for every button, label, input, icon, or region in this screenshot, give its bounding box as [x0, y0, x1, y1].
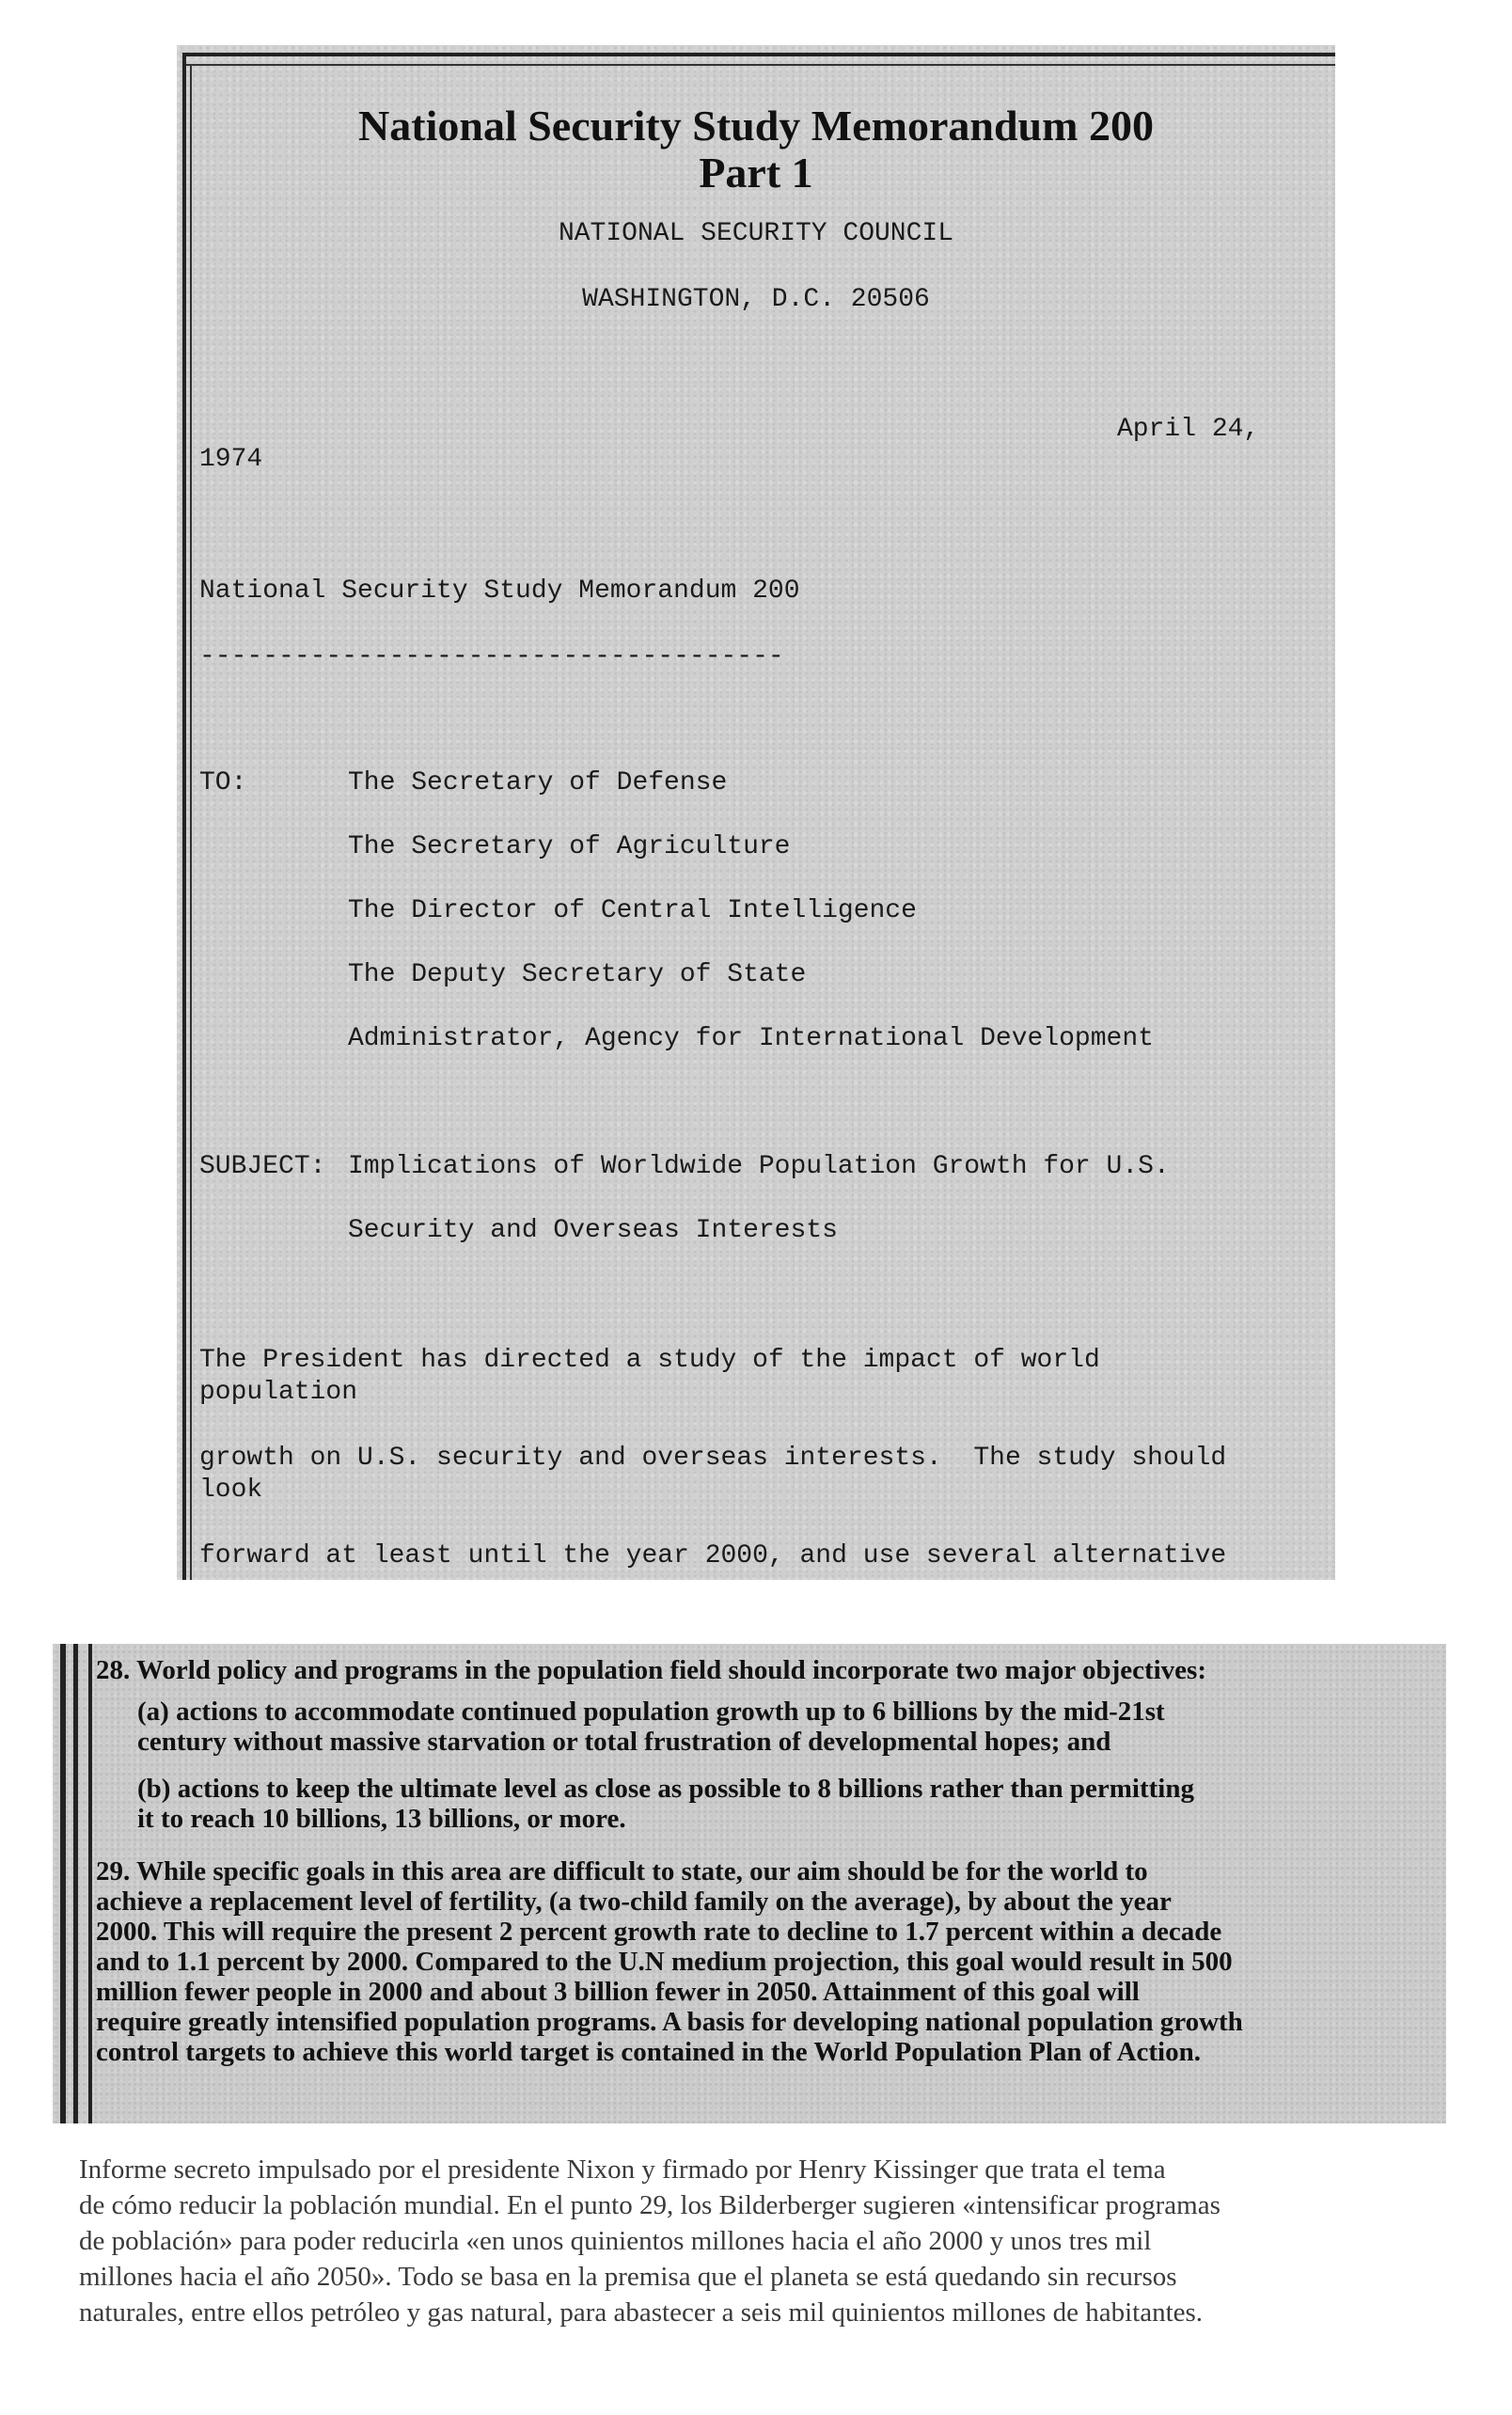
excerpt-line: require greatly intensified population programs. A basis for developing national population growth	[96, 2007, 1243, 2037]
body-line: growth on U.S. security and overseas interests. The study should	[199, 1444, 1227, 1473]
figure-caption	[79, 2152, 1452, 2330]
to-label: TO:	[199, 768, 247, 797]
recipient: The Deputy Secretary of State	[348, 960, 807, 989]
body-line: population	[199, 1378, 358, 1407]
memo-heading: National Security Study Memorandum 200	[199, 576, 800, 606]
excerpt-line: control targets to achieve this world target is contained in the World Population Plan of Action.	[96, 2037, 1201, 2067]
body-line: look	[199, 1476, 263, 1505]
excerpt-line: (a) actions to accommodate continued population growth up to 6 billions by the mid-21st	[137, 1697, 1165, 1727]
body-line: The President has directed a study of the impact of world	[199, 1346, 1100, 1375]
excerpt-line: it to reach 10 billions, 13 billions, or more.	[137, 1804, 626, 1834]
caption-line: millones hacia el año 2050». Todo se basa en la premisa que el planeta se está quedando sin recursos	[79, 2262, 1177, 2292]
recipient: Administrator, Agency for International Development	[348, 1024, 1154, 1053]
caption-line: Informe secreto impulsado por el presidente Nixon y firmado por Henry Kissinger que trata el tema	[79, 2155, 1166, 2185]
memo-border-left	[182, 53, 186, 1580]
subject-line: Security and Overseas Interests	[348, 1216, 838, 1245]
excerpt-line: 28. World policy and programs in the population field should incorporate two major objectives:	[96, 1655, 1206, 1685]
excerpt-line: century without massive starvation or total frustration of developmental hopes; and	[137, 1727, 1111, 1757]
excerpt-scan	[53, 1644, 1446, 2123]
excerpt-line: (b) actions to keep the ultimate level as close as possible to 8 billions rather than permitting	[137, 1774, 1194, 1804]
caption-line: naturales, entre ellos petróleo y gas natural, para abastecer a seis mil quinientos millones de habitantes.	[79, 2297, 1204, 2328]
excerpt-margin-bar	[60, 1644, 66, 2123]
body-line: forward at least until the year 2000, and use several alternative	[199, 1541, 1227, 1571]
subject-line: Implications of Worldwide Population Growth for U.S.	[348, 1152, 1170, 1181]
excerpt-line: million fewer people in 2000 and about 3 billion fewer in 2050. Attainment of this goal will	[96, 1977, 1140, 2007]
memo-divider: -------------------------------------	[199, 642, 784, 671]
council-name: NATIONAL SECURITY COUNCIL	[558, 219, 954, 248]
memo-subtitle: Part 1	[699, 149, 813, 197]
excerpt-line: and to 1.1 percent by 2000. Compared to the U.N medium projection, this goal would result in 500	[96, 1947, 1233, 1977]
excerpt-line: 2000. This will require the present 2 percent growth rate to decline to 1.7 percent within a decade	[96, 1917, 1222, 1947]
memo-border-top-inner	[186, 64, 1335, 66]
memo-title: National Security Study Memorandum 200	[358, 102, 1154, 150]
caption-line: de cómo reducir la población mundial. En el punto 29, los Bilderberger sugieren «intensificar programas	[79, 2190, 1221, 2220]
council-address: WASHINGTON, D.C. 20506	[582, 285, 930, 314]
recipient: The Director of Central Intelligence	[348, 896, 917, 925]
caption-line: de población» para poder reducirla «en unos quinientos millones hacia el año 2000 y unos tres mil	[79, 2226, 1152, 2256]
memo-scan	[177, 45, 1335, 1580]
memo-date-year: 1974	[199, 445, 263, 474]
excerpt-line: 29. While specific goals in this area are difficult to state, our aim should be for the world to	[96, 1856, 1148, 1886]
excerpt-margin-bar	[88, 1644, 92, 2123]
memo-border-top	[182, 53, 1335, 56]
subject-label: SUBJECT:	[199, 1152, 326, 1181]
excerpt-line: achieve a replacement level of fertility, (a two-child family on the average), by about the year	[96, 1886, 1172, 1917]
recipient: The Secretary of Defense	[348, 768, 728, 797]
recipient: The Secretary of Agriculture	[348, 832, 791, 861]
memo-date-month: April 24,	[1117, 415, 1260, 444]
excerpt-margin-bar	[73, 1644, 78, 2123]
